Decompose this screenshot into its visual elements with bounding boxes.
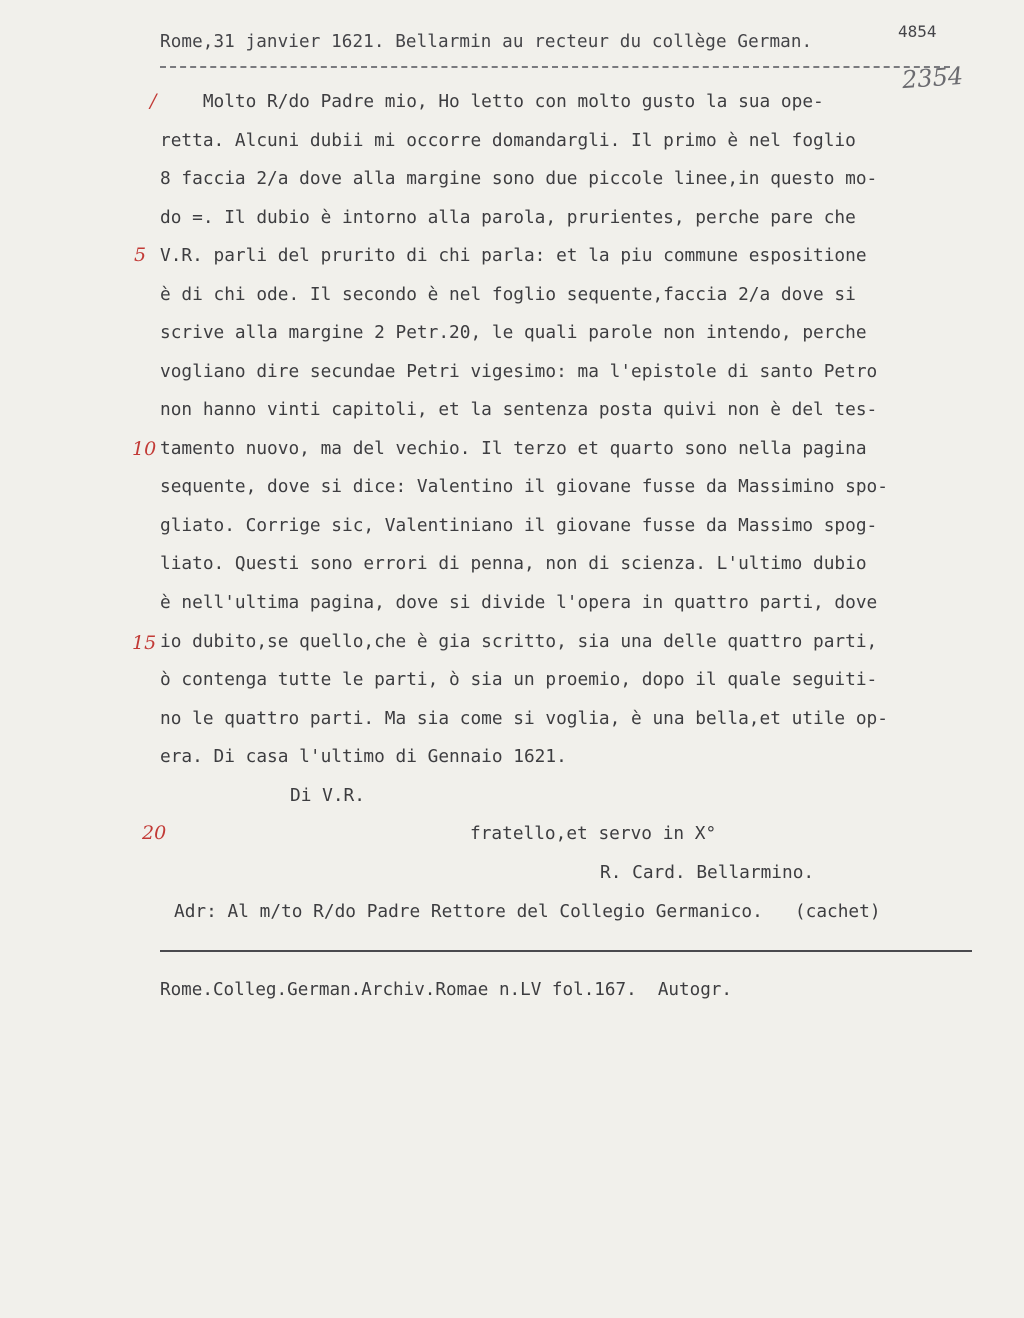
margin-line-number: 15 xyxy=(132,632,157,654)
letter-line: do =. Il dubio è intorno alla parola, prurientes, perche pare che xyxy=(160,207,856,228)
letter-line: è nell'ultima pagina, dove si divide l'opera in quattro parti, dove xyxy=(160,592,878,613)
footer-divider xyxy=(160,950,972,952)
margin-line-number: 20 xyxy=(142,822,167,844)
closing-phrase: fratello,et servo in X° xyxy=(470,823,717,844)
letter-line: tamento nuovo, ma del vechio. Il terzo et quarto sono nella pagina xyxy=(160,438,867,459)
header-divider xyxy=(160,66,950,68)
letter-line: Molto R/do Padre mio, Ho letto con molto gusto la sua ope- xyxy=(160,91,824,112)
margin-line-number: 10 xyxy=(132,438,157,460)
letter-line: V.R. parli del prurito di chi parla: et la piu commune espositione xyxy=(160,245,867,266)
letter-line: liato. Questi sono errori di penna, non di scienza. L'ultimo dubio xyxy=(160,553,867,574)
letter-line: sequente, dove si dice: Valentino il giovane fusse da Massimino spo- xyxy=(160,476,888,497)
margin-line-number: 5 xyxy=(134,244,147,266)
letter-line: vogliano dire secundae Petri vigesimo: ma l'epistole di santo Petro xyxy=(160,361,878,382)
letter-line: no le quattro parti. Ma sia come si voglia, è una bella,et utile op- xyxy=(160,708,888,729)
letter-line: è di chi ode. Il secondo è nel foglio sequente,faccia 2/a dove si xyxy=(160,284,856,305)
margin-line-number: / xyxy=(150,90,157,112)
letter-header: Rome,31 janvier 1621. Bellarmin au recteur du collège German. xyxy=(160,32,813,52)
salutation: Di V.R. xyxy=(290,785,365,806)
letter-line: retta. Alcuni dubii mi occorre domandargli. Il primo è nel foglio xyxy=(160,130,856,151)
letter-line: non hanno vinti capitoli, et la sentenza posta quivi non è del tes- xyxy=(160,399,878,420)
address-line: Adr: Al m/to R/do Padre Rettore del Collegio Germanico. (cachet) xyxy=(174,901,881,922)
handwritten-number: 2354 xyxy=(901,61,964,95)
document-number: 4854 xyxy=(898,22,937,41)
source-reference: Rome.Colleg.German.Archiv.Romae n.LV fol.167. Autogr. xyxy=(160,980,732,1000)
letter-line: gliato. Corrige sic, Valentiniano il giovane fusse da Massimo spog- xyxy=(160,515,878,536)
letter-line: scrive alla margine 2 Petr.20, le quali parole non intendo, perche xyxy=(160,322,867,343)
letter-line: ò contenga tutte le parti, ò sia un proemio, dopo il quale seguiti- xyxy=(160,669,878,690)
letter-line: 8 faccia 2/a dove alla margine sono due piccole linee,in questo mo- xyxy=(160,168,878,189)
letter-line: era. Di casa l'ultimo di Gennaio 1621. xyxy=(160,746,567,767)
signature: R. Card. Bellarmino. xyxy=(600,862,815,883)
letter-line: io dubito,se quello,che è gia scritto, sia una delle quattro parti, xyxy=(160,631,878,652)
